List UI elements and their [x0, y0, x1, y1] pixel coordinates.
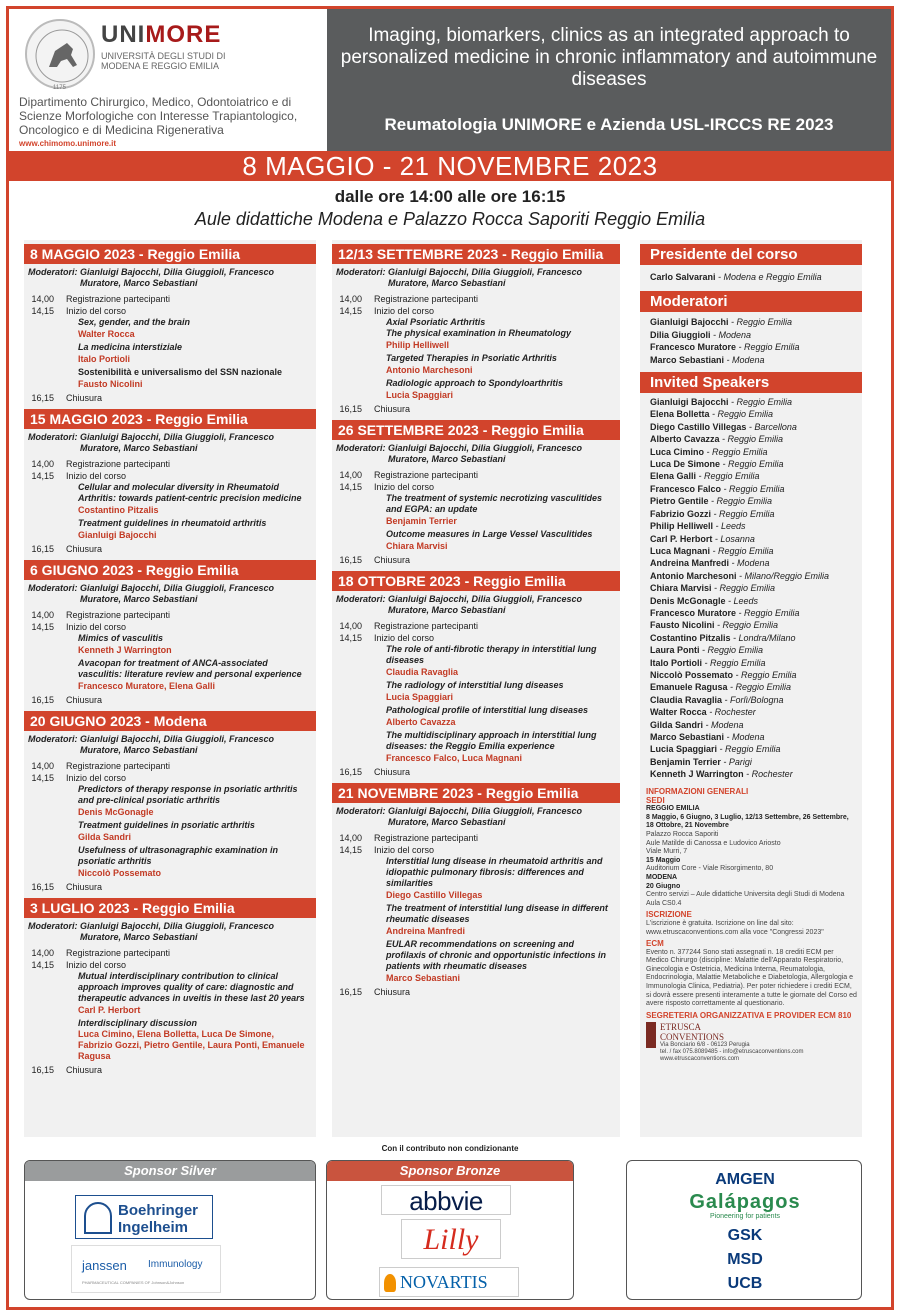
venue-line: Aule Matilde di Canossa e Ludovico Ariosto: [646, 839, 781, 847]
talk-title: Sostenibilità e universalismo del SSN nazionale: [78, 367, 283, 377]
schedule-row: 14,00 Registrazione partecipanti: [31, 459, 171, 469]
talk-title: EULAR recommendations on screening and profilaxis of chronic and opportunistic infections in patients with rheumatic diseases: [386, 939, 607, 971]
boehringer-name: Boehringer: [118, 1202, 199, 1219]
schedule-row: 14,15 Inizio del corso: [339, 633, 435, 643]
president-heading: Presidente del corso: [640, 244, 862, 265]
venue-line: Auditorium Core - Viale Risorgimento, 80: [646, 865, 774, 873]
schedule-row: 16,15 Chiusura: [339, 987, 411, 997]
person-entry: Carlo Salvarani - Modena e Reggio Emilia: [650, 272, 822, 282]
session-3-luglio: [24, 895, 316, 1078]
schedule-row: 14,00 Registrazione partecipanti: [339, 470, 479, 480]
person-entry: Lucia Spaggiari - Reggio Emilia: [650, 744, 781, 755]
ecm-text: Evento n. 377244 Sono stati assegnati n. 18 crediti ECM per Medico Chirurgo (discipline: Malattie dell'Apparato Respiratorio, Ginecologia e Ostetricia, Medicina Interna, Reumatologia, Endocrinologia, Malattie Metaboliche e Diabetologia, Allergologia e Immunologia Clinica, Pediatria). Per poter richiedere i crediti ECM, si dovrà essere presenti interamente a tutte le giornate del Corso ed avere risposto correttamente al questionario.: [646, 948, 857, 1008]
immunology-label: Immunology: [148, 1259, 203, 1270]
jj-tagline: PHARMACEUTICAL COMPANIES OF Johnson&Johnson: [82, 1280, 185, 1285]
session-15-maggio: [24, 406, 316, 557]
abbvie-logo: abbvie: [381, 1185, 511, 1215]
sponsor-silver-box: [24, 1160, 316, 1300]
session-title: 26 SETTEMBRE 2023 - Reggio Emilia: [332, 420, 620, 440]
person-entry: Benjamin Terrier - Parigi: [650, 756, 752, 767]
person-entry: Philip Helliwell - Leeds: [650, 521, 746, 532]
talk-title: Avacopan for treatment of ANCA-associated vasculitis: literature review and personal experience: [78, 658, 302, 679]
moderators: Moderatori: Gianluigi Bajocchi, Dilia Giuggioli, Francesco Muratore, Marco Sebastiani: [336, 594, 583, 615]
talk-title: Cellular and molecular diversity in Rheumatoid Arthritis: towards patient-centric precision medicine: [78, 482, 302, 503]
talk-title: La medicina interstiziale: [78, 342, 183, 352]
schedule-row: 14,00 Registrazione partecipanti: [31, 948, 171, 958]
moderators-heading: Moderatori: [640, 291, 862, 312]
venue-line: Palazzo Rocca Saporiti: [646, 830, 719, 838]
speaker: Francesco Falco, Luca Magnani: [386, 753, 523, 763]
etrusca-mark-icon: [646, 1022, 656, 1048]
person-entry: Elena Bolletta - Reggio Emilia: [650, 409, 774, 420]
venue-line: Centro servizi – Aule didattiche Universita degli Studi di Modena Aula CS0.4: [646, 891, 845, 907]
schedule-row: 16,15 Chiusura: [339, 404, 411, 414]
info-heading: INFORMAZIONI GENERALI: [646, 787, 749, 796]
person-entry: Walter Rocca - Rochester: [650, 707, 756, 718]
etrusca-logo: [646, 1022, 858, 1063]
sponsor-other-box: [626, 1160, 862, 1300]
boehringer-name-2: Ingelheim: [118, 1219, 189, 1236]
department-name: Dipartimento Chirurgico, Medico, Odontoiatrico e di Scienze Morfologiche con Interesse Trapiantologico, Oncologico e di Medicina Rigenerativa: [19, 95, 298, 137]
registration-text: L'iscrizione è gratuita. Iscrizione on line dal sito: www.etruscaconventions.com alla voce "Congressi 2023": [646, 919, 824, 936]
session-title: 12/13 SETTEMBRE 2023 - Reggio Emilia: [332, 244, 620, 264]
invited-speakers-heading: Invited Speakers: [640, 372, 862, 393]
schedule-row: 14,15 Inizio del corso: [31, 306, 127, 316]
schedule-row: 14,15 Inizio del corso: [31, 622, 127, 632]
schedule-row: 16,15 Chiusura: [31, 544, 103, 554]
speaker: Benjamin Terrier: [386, 516, 457, 526]
seal-year: 1175: [53, 85, 66, 91]
schedule-row: 14,15 Inizio del corso: [31, 773, 127, 783]
boehringer-building-icon: [84, 1202, 112, 1234]
talk-title: The treatment of systemic necrotizing vasculitides and EGPA: an update: [386, 493, 603, 514]
novartis-flame-icon: [384, 1274, 396, 1292]
sponsor-silver-heading: Sponsor Silver: [25, 1161, 315, 1181]
person-entry: Laura Ponti - Reggio Emilia: [650, 645, 764, 656]
person-entry: Fabrizio Gozzi - Reggio Emilia: [650, 508, 775, 519]
speaker: Antonio Marchesoni: [386, 365, 473, 375]
talk-title: Mutual interdisciplinary contribution to clinical approach improves quality of care: diagnostic and therapeutic advances in uveitis in these last 20 years: [78, 971, 305, 1003]
speaker: Claudia Ravaglia: [386, 667, 459, 677]
session-8-maggio: [24, 240, 316, 406]
speaker: Marco Sebastiani: [386, 973, 461, 983]
speaker: Chiara Marvisi: [386, 541, 448, 551]
schedule-row: 14,00 Registrazione partecipanti: [31, 761, 171, 771]
talk-title: Usefulness of ultrasonagraphic examination in psoriatic arthritis: [78, 845, 279, 866]
moderators-list: [640, 312, 862, 372]
session-title: 20 GIUGNO 2023 - Modena: [24, 711, 316, 731]
talk-title: The radiology of interstitial lung diseases: [386, 680, 564, 690]
session-title: 15 MAGGIO 2023 - Reggio Emilia: [24, 409, 316, 429]
person-entry: Gilda Sandri - Modena: [650, 719, 744, 730]
person-entry: Elena Galli - Reggio Emilia: [650, 471, 760, 482]
venue-city: REGGIO EMILIA: [646, 805, 700, 813]
contact: tel. / fax 075.8089485 - info@etruscaconventions.com: [660, 1049, 804, 1056]
etrusca-name: ETRUSCA: [660, 1022, 702, 1033]
sponsor-caption: Con il contributo non condizionante: [381, 1144, 519, 1153]
speaker: Alberto Cavazza: [386, 717, 456, 727]
session-title: 6 GIUGNO 2023 - Reggio Emilia: [24, 560, 316, 580]
schedule-row: 14,15 Inizio del corso: [31, 960, 127, 970]
moderators: Moderatori: Gianluigi Bajocchi, Dilia Giuggioli, Francesco Muratore, Marco Sebastiani: [28, 432, 275, 453]
schedule-row: 16,15 Chiusura: [31, 882, 103, 892]
course-title: Imaging, biomarkers, clinics as an integrated approach to personalized medicine in chronic inflammatory and autoimmune diseases: [340, 25, 878, 90]
janssen-logo: [71, 1245, 221, 1293]
venue-date: 15 Maggio: [646, 856, 681, 864]
department-website[interactable]: www.chimomo.unimore.it: [19, 139, 117, 148]
schedule-row: 16,15 Chiusura: [31, 393, 103, 403]
session-title: 3 LUGLIO 2023 - Reggio Emilia: [24, 898, 316, 918]
talk-title: Treatment guidelines in psoriatic arthritis: [78, 820, 255, 830]
talk-title: The physical examination in Rheumatology: [386, 328, 572, 338]
talk-title: Mimics of vasculitis: [78, 633, 164, 643]
schedule-row: 14,15 Inizio del corso: [339, 482, 435, 492]
speaker: Walter Rocca: [78, 329, 135, 339]
date-range-banner: 8 MAGGIO - 21 NOVEMBRE 2023: [9, 151, 891, 181]
person-entry: Italo Portioli - Reggio Emilia: [650, 657, 766, 668]
person-entry: Kenneth J Warrington - Rochester: [650, 769, 793, 780]
person-entry: Diego Castillo Villegas - Barcellona: [650, 421, 797, 432]
ucb-logo: UCB: [727, 1275, 763, 1292]
venues-heading: SEDI: [646, 795, 665, 805]
talk-title: The multidisciplinary approach in interstitial lung diseases: the Reggio Emilia experience: [386, 730, 597, 751]
person-entry: Claudia Ravaglia - Forlì/Bologna: [650, 694, 784, 705]
course-venue: Aule didattiche Modena e Palazzo Rocca Saporiti Reggio Emilia: [194, 209, 706, 229]
schedule-row: 14,00 Registrazione partecipanti: [31, 294, 171, 304]
schedule-row: 14,00 Registrazione partecipanti: [31, 610, 171, 620]
msd-logo: MSD: [727, 1251, 763, 1268]
president-list: [640, 265, 862, 291]
person-entry: Francesco Muratore - Reggio Emilia: [650, 342, 800, 353]
person-entry: Luca Magnani - Reggio Emilia: [650, 545, 774, 556]
session-title: 8 MAGGIO 2023 - Reggio Emilia: [24, 244, 316, 264]
talk-title: Interstitial lung disease in rheumatoid arthritis and idiopathic pulmonary fibrosis: differences and similarities: [386, 856, 603, 888]
etrusca-name-2: CONVENTIONS: [660, 1032, 724, 1043]
venue-line: Viale Murri, 7: [646, 848, 688, 856]
talk-title: The treatment of interstitial lung disease in different rheumatic diseases: [386, 903, 608, 924]
person-entry: Luca De Simone - Reggio Emilia: [650, 459, 784, 470]
speaker: Francesco Muratore, Elena Galli: [78, 681, 216, 691]
speaker: Diego Castillo Villegas: [386, 890, 483, 900]
person-entry: Niccolò Possemato - Reggio Emilia: [650, 669, 797, 680]
gsk-logo: GSK: [727, 1227, 763, 1244]
session-20-giugno: [24, 708, 316, 895]
novartis-name: NOVARTIS: [400, 1272, 488, 1292]
person-entry: Dilia Giuggioli - Modena: [650, 329, 752, 340]
session-21-novembre: [332, 780, 620, 1000]
person-entry: Francesco Falco - Reggio Emilia: [650, 483, 785, 494]
program-column-middle: [332, 240, 620, 1137]
person-entry: Emanuele Ragusa - Reggio Emilia: [650, 682, 792, 693]
person-entry: Marco Sebastiani - Modena: [650, 732, 765, 742]
talk-title: Axial Psoriatic Arthritis: [386, 317, 486, 327]
session-26-settembre: [332, 417, 620, 568]
boehringer-logo: [75, 1195, 213, 1239]
janssen-name: janssen: [82, 1258, 127, 1273]
ecm-heading: ECM: [646, 939, 664, 949]
person-entry: Denis McGonagle - Leeds: [650, 595, 759, 606]
person-entry: Marco Sebastiani - Modena: [650, 354, 765, 365]
course-time: dalle ore 14:00 alle ore 16:15: [334, 187, 566, 206]
moderators: Moderatori: Gianluigi Bajocchi, Dilia Giuggioli, Francesco Muratore, Marco Sebastiani: [28, 734, 275, 755]
schedule-row: 14,15 Inizio del corso: [339, 306, 435, 316]
talk-title: Targeted Therapies in Psoriatic Arthritis: [386, 353, 557, 363]
schedule-row: 14,00 Registrazione partecipanti: [339, 294, 479, 304]
venue-dates: 8 Maggio, 6 Giugno, 3 Luglio, 12/13 Settembre, 26 Settembre, 18 Ottobre, 21 Novembre: [646, 813, 849, 830]
program-column-left: [24, 240, 316, 1137]
schedule-row: 14,15 Inizio del corso: [31, 471, 127, 481]
speaker: Luca Cimino, Elena Bolletta, Luca De Simone, Fabrizio Gozzi, Pietro Gentile, Laura Ponti, Emanuele Ragusa: [78, 1029, 305, 1061]
sponsor-bronze-box: [326, 1160, 574, 1300]
moderators: Moderatori: Gianluigi Bajocchi, Dilia Giuggioli, Francesco Muratore, Marco Sebastiani: [28, 267, 275, 288]
sponsor-bronze-heading: Sponsor Bronze: [327, 1161, 573, 1181]
talk-title: Outcome measures in Large Vessel Vasculitides: [386, 529, 593, 539]
galapagos-tagline: Pioneering for patients: [709, 1213, 781, 1220]
session-12-13-settembre: [332, 240, 620, 417]
university-name: UNIMORE: [101, 21, 222, 48]
schedule-row: 16,15 Chiusura: [31, 1065, 103, 1075]
session-6-giugno: [24, 557, 316, 708]
person-entry: Andreina Manfredi - Modena: [650, 558, 770, 569]
talk-title: Interdisciplinary discussion: [78, 1018, 198, 1028]
talk-title: The role of anti-fibrotic therapy in interstitial lung diseases: [386, 644, 597, 665]
speaker: Lucia Spaggiari: [386, 692, 454, 702]
person-entry: Carl P. Herbort - Losanna: [650, 533, 755, 544]
schedule-row: 16,15 Chiusura: [339, 767, 411, 777]
talk-title: Radiologic approach to Spondyloarthritis: [386, 378, 564, 388]
amgen-logo: AMGEN: [715, 1171, 775, 1188]
talk-title: Predictors of therapy response in psoriatic arthritis and pre-clinical psoriatic arthritis: [78, 784, 298, 805]
person-entry: Antonio Marchesoni - Milano/Reggio Emilia: [650, 570, 830, 581]
galapagos-logo: Galápagos: [689, 1191, 801, 1213]
speaker: Carl P. Herbort: [78, 1005, 141, 1015]
speaker: Italo Portioli: [78, 354, 131, 364]
person-entry: Francesco Muratore - Reggio Emilia: [650, 607, 800, 618]
registration-heading: ISCRIZIONE: [646, 910, 692, 920]
course-subtitle: Reumatologia UNIMORE e Azienda USL-IRCCS RE 2023: [384, 115, 834, 134]
speaker: Kenneth J Warrington: [78, 645, 172, 655]
session-title: 21 NOVEMBRE 2023 - Reggio Emilia: [332, 783, 620, 803]
person-entry: Luca Cimino - Reggio Emilia: [650, 446, 768, 457]
lilly-logo: Lilly: [401, 1219, 501, 1259]
venue-city: MODENA: [646, 873, 678, 881]
venue-date: 20 Giugno: [646, 882, 681, 890]
novartis-logo: [379, 1267, 519, 1297]
invited-speakers-list: [640, 393, 862, 784]
person-entry: Fausto Nicolini - Reggio Emilia: [650, 620, 779, 631]
person-entry: Chiara Marvisi - Reggio Emilia: [650, 583, 776, 594]
general-info: [646, 788, 858, 1063]
person-entry: Alberto Cavazza - Reggio Emilia: [650, 434, 784, 445]
speaker: Gilda Sandri: [78, 832, 132, 842]
session-title: 18 OTTOBRE 2023 - Reggio Emilia: [332, 571, 620, 591]
speaker: Fausto Nicolini: [78, 379, 143, 389]
university-subtitle: UNIVERSITÀ DEGLI STUDI DI MODENA E REGGIO EMILIA: [101, 51, 226, 71]
title-banner: [327, 9, 891, 151]
person-entry: Pietro Gentile - Reggio Emilia: [650, 496, 773, 507]
moderators: Moderatori: Gianluigi Bajocchi, Dilia Giuggioli, Francesco Muratore, Marco Sebastiani: [336, 267, 583, 288]
speaker: Andreina Manfredi: [386, 926, 466, 936]
secretariat-heading: SEGRETERIA ORGANIZZATIVA E PROVIDER ECM 810: [646, 1010, 852, 1020]
session-18-ottobre: [332, 568, 620, 780]
speaker: Niccolò Possemato: [78, 868, 162, 878]
talk-title: Treatment guidelines in rheumatoid arthritis: [78, 518, 267, 528]
university-seal-icon: [25, 19, 95, 89]
schedule-row: 16,15 Chiusura: [339, 555, 411, 565]
moderators: Moderatori: Gianluigi Bajocchi, Dilia Giuggioli, Francesco Muratore, Marco Sebastiani: [28, 583, 275, 604]
person-entry: Costantino Pitzalis - Londra/Milano: [650, 632, 796, 643]
moderators: Moderatori: Gianluigi Bajocchi, Dilia Giuggioli, Francesco Muratore, Marco Sebastiani: [336, 806, 583, 827]
talk-title: Pathological profile of interstitial lung diseases: [386, 705, 589, 715]
schedule-row: 16,15 Chiusura: [31, 695, 103, 705]
speaker: Gianluigi Bajocchi: [78, 530, 157, 540]
schedule-row: 14,00 Registrazione partecipanti: [339, 621, 479, 631]
speaker: Philip Helliwell: [386, 340, 450, 350]
speaker: Denis McGonagle: [78, 807, 154, 817]
speaker: Costantino Pitzalis: [78, 505, 159, 515]
moderators: Moderatori: Gianluigi Bajocchi, Dilia Giuggioli, Francesco Muratore, Marco Sebastiani: [336, 443, 583, 464]
unimore-logo-area: [9, 9, 327, 151]
talk-title: Sex, gender, and the brain: [78, 317, 191, 327]
schedule-row: 14,00 Registrazione partecipanti: [339, 833, 479, 843]
etrusca-website[interactable]: www.etruscaconventions.com: [660, 1056, 740, 1063]
address: Via Bonciario 6/8 - 06123 Perugia: [660, 1042, 750, 1049]
person-entry: Gianluigi Bajocchi - Reggio Emilia: [650, 397, 793, 408]
header: [9, 9, 891, 151]
schedule-row: 14,15 Inizio del corso: [339, 845, 435, 855]
moderators: Moderatori: Gianluigi Bajocchi, Dilia Giuggioli, Francesco Muratore, Marco Sebastiani: [28, 921, 275, 942]
person-entry: Gianluigi Bajocchi - Reggio Emilia: [650, 317, 793, 328]
speaker: Lucia Spaggiari: [386, 390, 454, 400]
